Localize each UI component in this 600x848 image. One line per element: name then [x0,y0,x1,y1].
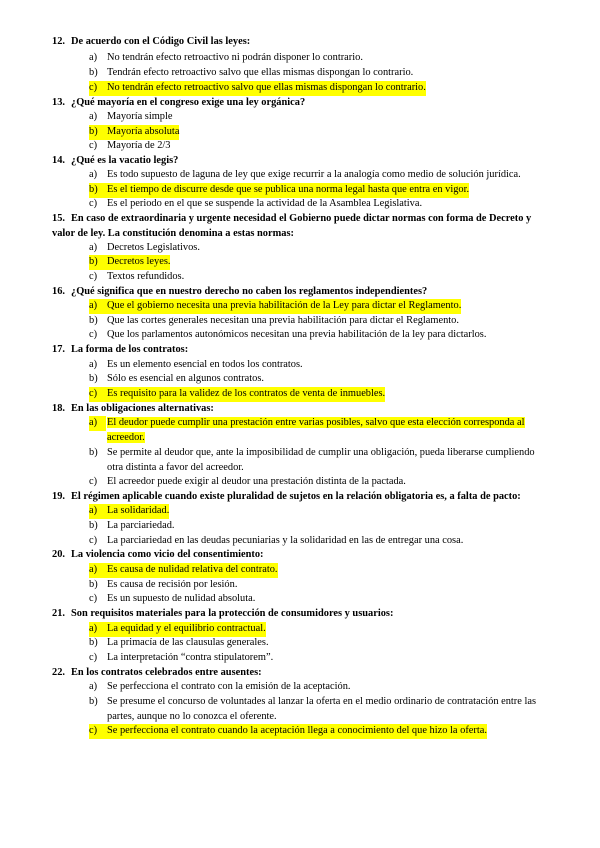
question-number: 21. [52,608,65,619]
question-17 [52,343,552,358]
option-letter: c) [89,140,98,151]
question-number: 18. [52,403,65,414]
option-text: Es el periodo en el que se suspende la actividad de la Asamblea Legislativa. [107,198,423,209]
option-text: Que el gobierno necesita una previa habilitación de la Ley para dictar el Reglamento. [107,300,462,311]
question-text: La violencia como vicio del consentimiento: [71,549,264,560]
question-text: ¿Qué significa que en nuestro derecho no caben los reglamentos independientes? [71,286,428,297]
option-18b [89,446,549,475]
option-text: Tendrán efecto retroactivo salvo que ellas mismas dispongan lo contrario. [107,67,414,78]
question-16 [52,285,552,300]
option-letter: c) [89,388,98,399]
option-text: Mayoría simple [107,111,173,122]
question-19 [52,490,552,505]
option-text: Es un supuesto de nulidad absoluta. [107,593,256,604]
option-14c [89,197,549,212]
option-16a [89,299,461,314]
question-number: 12. [52,36,65,47]
option-letter: b) [89,315,98,326]
option-21c [89,651,549,666]
answer-highlight [89,622,266,637]
question-number: 14. [52,155,65,166]
option-letter: c) [89,271,98,282]
question-13 [52,96,552,111]
question-text: De acuerdo con el Código Civil las leyes: [71,36,251,47]
option-letter: b) [89,373,98,384]
option-21a [89,622,266,637]
option-16c [89,328,549,343]
answer-highlight [89,504,169,519]
option-text: Mayoría de 2/3 [107,140,171,151]
option-14b [89,183,469,198]
answer-highlight [89,724,487,739]
question-number: 15. [52,213,65,224]
option-letter: a) [89,52,98,63]
question-number: 13. [52,97,65,108]
option-text: Sólo es esencial en algunos contratos. [107,373,264,384]
question-text: En las obligaciones alternativas: [71,403,214,414]
option-21b [89,636,549,651]
option-letter: c) [89,593,98,604]
option-text: La primacía de las clausulas generales. [107,637,269,648]
option-text: Es requisito para la validez de los contratos de venta de inmuebles. [107,388,386,399]
option-text: La interpretación “contra stipulatorem”. [107,652,274,663]
option-letter: a) [89,359,98,370]
option-letter: a) [89,169,98,180]
option-text: No tendrán efecto retroactivo ni podrán disponer lo contrario. [107,52,363,63]
option-letter: b) [89,447,98,458]
option-20a [89,563,278,578]
option-letter: c) [89,725,98,736]
option-letter: a) [89,564,98,575]
option-17b [89,372,549,387]
option-letter: b) [89,256,98,267]
option-letter: c) [89,476,98,487]
option-text: Es causa de recisión por lesión. [107,579,238,590]
option-text: Es todo supuesto de laguna de ley que exige recurrir a la analogía como medio de solución jurídica. [107,169,521,180]
option-22b [89,695,549,724]
option-13c [89,139,549,154]
option-text: Se presume el concurso de voluntades al lanzar la oferta en el medio ordinario de contratación entre las partes, aunque no lo conozca el oferente. [107,696,537,722]
option-18a [89,416,549,445]
option-15c [89,270,549,285]
option-text: Se perfecciona el contrato con la emisión de la aceptación. [107,681,351,692]
answer-highlight [89,563,278,578]
option-12b [89,66,549,81]
answer-highlight [89,183,469,198]
option-text: Es causa de nulidad relativa del contrato. [107,564,278,575]
question-text: ¿Qué mayoría en el congreso exige una ley orgánica? [71,97,306,108]
option-letter: a) [89,242,98,253]
option-text: Que los parlamentos autonómicos necesitan una previa habilitación de la ley para dictarlos. [107,329,487,340]
option-text: La equidad y el equilibrio contractual. [107,623,266,634]
option-text: Es el tiempo de discurre desde que se publica una norma legal hasta que entra en vigor. [107,184,470,195]
option-letter: a) [89,416,106,431]
question-14 [52,154,552,169]
option-22a [89,680,549,695]
option-20b [89,578,549,593]
option-text: Se perfecciona el contrato cuando la aceptación llega a conocimiento del que hizo la oferta. [107,725,487,736]
question-text: ¿Qué es la vacatio legis? [71,155,179,166]
option-15a [89,241,549,256]
option-22c [89,724,487,739]
answer-highlight [89,299,461,314]
option-text: Es un elemento esencial en todos los contratos. [107,359,303,370]
option-text: El acreedor puede exigir al deudor una prestación distinta de la pactada. [107,476,406,487]
question-20 [52,548,552,563]
question-22 [52,666,552,681]
question-number: 22. [52,667,65,678]
question-15 [52,212,552,241]
option-text: La solidaridad. [107,505,170,516]
option-text: La parciariedad en las deudas pecuniarias y la solidaridad en las de entregar una cosa. [107,535,464,546]
option-16b [89,314,549,329]
question-number: 20. [52,549,65,560]
answer-highlight [89,125,179,140]
option-letter: b) [89,67,98,78]
option-letter: b) [89,637,98,648]
option-12a [89,51,549,66]
option-letter: a) [89,505,98,516]
question-number: 16. [52,286,65,297]
option-letter: c) [89,535,98,546]
option-17a [89,358,549,373]
option-letter: b) [89,696,98,707]
option-text: Que las cortes generales necesitan una previa habilitación para dictar el Reglamento. [107,315,459,326]
question-text: Son requisitos materiales para la protección de consumidores y usuarios: [71,608,394,619]
option-letter: b) [89,126,98,137]
option-text: Se permite al deudor que, ante la imposibilidad de cumplir una obligación, pueda liberarse cumpliendo otra distinta a favor del acreedor. [107,447,535,473]
option-letter: c) [89,652,98,663]
question-text: La forma de los contratos: [71,344,189,355]
option-18c [89,475,549,490]
question-18 [52,402,552,417]
option-19a [89,504,169,519]
option-text [107,416,549,445]
option-20c [89,592,549,607]
option-text: Mayoría absoluta [107,126,180,137]
option-15b [89,255,170,270]
question-number: 17. [52,344,65,355]
option-text: Textos refundidos. [107,271,185,282]
option-letter: c) [89,82,98,93]
question-text: En los contratos celebrados entre ausentes: [71,667,262,678]
answer-highlight [89,255,170,270]
answer-highlight: El deudor puede cumplir una prestación entre varias posibles, salvo que esta elección corresponda al acreedor. [107,417,525,443]
answer-highlight [89,81,426,96]
question-12 [52,35,552,50]
option-letter: b) [89,579,98,590]
option-17c [89,387,385,402]
option-13a [89,110,549,125]
option-letter: a) [89,681,98,692]
question-21 [52,607,552,622]
option-letter: b) [89,520,98,531]
option-letter: b) [89,184,98,195]
answer-highlight [89,387,385,402]
option-text: La parciariedad. [107,520,175,531]
option-19b [89,519,549,534]
option-text: No tendrán efecto retroactivo salvo que ellas mismas dispongan lo contrario. [107,82,426,93]
question-number: 19. [52,491,65,502]
option-13b [89,125,179,140]
option-letter: a) [89,300,98,311]
option-19c [89,534,549,549]
option-letter: c) [89,198,98,209]
option-letter: c) [89,329,98,340]
question-text: En caso de extraordinaria y urgente necesidad el Gobierno puede dictar normas con forma de Decreto y valor de ley. La constitución denomina a estas normas: [52,213,532,239]
option-12c [89,81,426,96]
option-text: Decretos Legislativos. [107,242,200,253]
option-letter: a) [89,111,98,122]
question-text: El régimen aplicable cuando existe pluralidad de sujetos en la relación obligatoria es, a falta de pacto: [71,491,521,502]
option-14a [89,168,549,183]
option-letter: a) [89,623,98,634]
option-text: Decretos leyes. [107,256,171,267]
